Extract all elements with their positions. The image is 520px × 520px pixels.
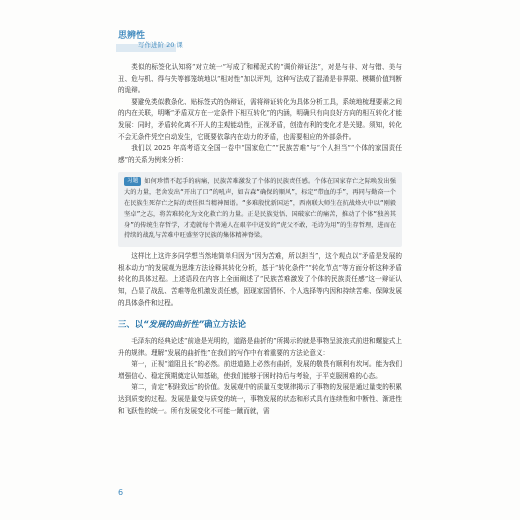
section-heading-prefix: 三、以 <box>118 319 144 330</box>
paragraph: 毛泽东的经典论述“前途是光明的，道路是曲折的”所揭示的就是事物呈波浪式前进和螺旋式上升的规律。理解“发展的曲折性”在我们的写作中有着重要的方法论意义： <box>118 337 402 357</box>
page-content <box>118 62 402 417</box>
series-subtitle: 写作进阶 20 课 <box>138 41 183 49</box>
series-title: 思辨性 <box>118 31 146 41</box>
section-heading-suffix: 确立方法论 <box>204 319 247 330</box>
section-heading-emphasis: “发展的曲折性” <box>143 319 205 330</box>
paragraph: 我们以 2025 年高考语文全国一卷中“国家危亡”“民族苦难”与“个人担当”“个体的家国责任感”的关系为例来分析： <box>118 144 402 164</box>
page-number: 6 <box>118 488 124 497</box>
paragraph: 第一，正视“道阻且长”的必然。前进道路上必然有曲折，发展的敬畏有顺利有坎坷。能为我们增强信心、稳定预期奠定认知基础，使我们能够于困时持后与考验，于平克服困难的心态。 <box>118 360 402 380</box>
paragraph: 这样比上这许多同学想当然地简单归因为“因为苦难，所以担当”，这个观点以“矛盾是发展的根本动力”的发展观为思维方法诠释其转化分析，基于“转化条件”“转化节点”等方面分析这种矛盾转化的具体过程。上述语段在内容上全面阐述了“民族苦难激发了个体的民族责任感”这一辩证认知，凸显了战乱、苦难等危机激发责任感，固现家国情怀、个人选择等内因和持续苦难、保障发展的具体条件和过程。 <box>118 252 402 307</box>
section-heading <box>118 318 402 330</box>
example-quote-text: 如何珍惜不起手的病痛，民族苦难激发了个体的民族责任感。个体在国家存亡之际唤发出强大的力量，老舍发出“开出了口”的吼声，如吉森“确保的顺风”，标定“带血的手”，再同与勤奋一个在民族生死存亡之际的责任担当精神图谱。“多难殷忧新国运”，西南联大师生在抗战烽火中以“刚毅坚卓”之志，将苦难转化为文化救亡的力量。正是民族觉悟、国破家亡的痛苦，推动了个体“独善其身”的传统生存哲学，才造就每个普通人在艰辛中迸发的“虎父不敢，毛诗为用”的生存哲理，进而在持续的战乱与苦难中旺盛坚守民族的集体精神脊梁。 <box>124 178 396 240</box>
example-quote-box <box>118 172 402 247</box>
paragraph: 类似的标签化认知将“对立统一”写成了和稀泥式的“调价辩证法”，对是与非、对与错、美与丑、危与机、得与失等都笼统地以“相对性”加以评判，这种写法成了混淆是非界限、模糊价值判断的诡辩。 <box>118 63 402 95</box>
example-tag: 习题 <box>124 177 141 186</box>
paragraph: 第二，肯定“积跬致远”的价值。发展观中的质量互变规律揭示了事物的发展是通过量变的积累达到质变的过程。发展是量变与质变的统一，事物发展的状态和形式具有连续性和中断性、渐进性和飞跃性的统一。所有发展变化不可能一蹴而就，需 <box>118 383 402 415</box>
paragraph: 要避免类似教条化、贴标签式的伪辩证，需将辩证转化为具体分析工具，系统地梳理要素之间的内在关联，明晰“矛盾双方在一定条件下相互转化”的内涵，明确只有向良好方向的相互转化才能发展：同时，矛盾转化离不开人的主观能动性，正视矛盾，创造有利的变化才是关键。须知，转化不会无条件凭空自动发生，它既要依靠内在动力的矛盾，也需要相应的外部条件。 <box>118 97 402 141</box>
page-header <box>118 28 183 50</box>
